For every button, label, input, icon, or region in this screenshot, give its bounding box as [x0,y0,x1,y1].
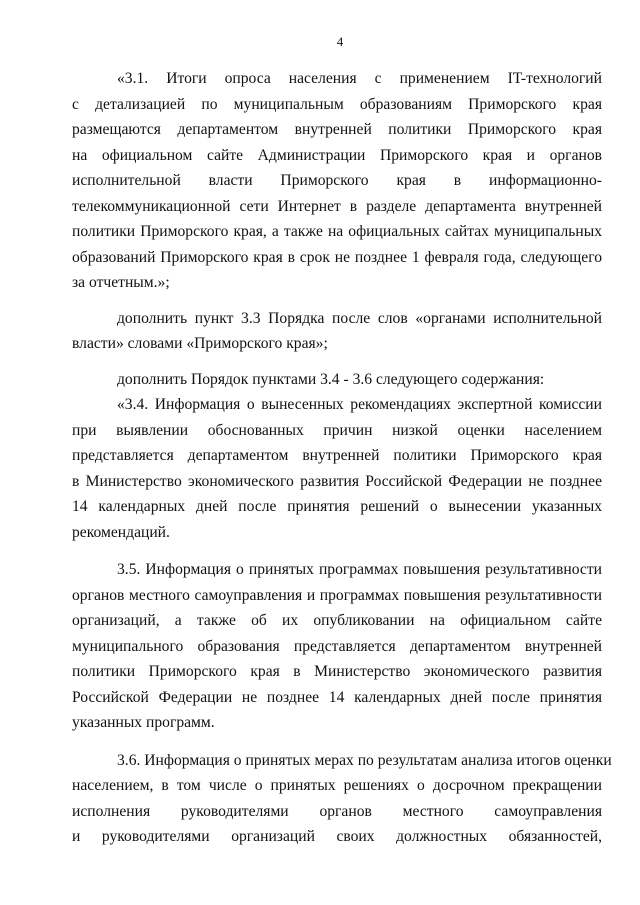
text-line: исполнения руководителями органов местного самоуправления [72,802,602,820]
text-line: населением, в том числе о принятых решениях о досрочном прекращении [72,777,602,794]
paragraph-3-5 [72,557,602,736]
paragraph-3-1 [72,66,602,296]
document-body [72,66,612,850]
text-line: «3.4. Информация о вынесенных рекомендациях экспертной комиссии [117,396,602,413]
text-line: указанных программ. [72,714,215,731]
text-line: власти» словами «Приморского края»; [72,335,328,352]
text-line: дополнить Порядок пунктами 3.4 - 3.6 следующего содержания: [117,370,545,388]
paragraph-add-points [72,367,602,393]
text-line: дополнить пункт 3.3 Порядка после слов «органами исполнительной [117,309,602,327]
text-line: за отчетным.»; [72,274,170,291]
text-line: и руководителями организаций своих должностных обязанностей, [72,828,602,845]
text-line: на официальном сайте Администрации Приморского края и органов [72,146,602,164]
text-line: рекомендаций. [72,523,170,541]
paragraph-amend-3-3 [72,306,602,357]
text-line: 3.5. Информация о принятых программах повышения результативности [117,561,602,578]
text-line: размещаются департаментом внутренней политики Приморского края [72,121,602,138]
text-line: Российской Федерации не позднее 14 календарных дней после принятия [72,688,602,706]
text-line: с детализацией по муниципальным образованиям Приморского края [72,95,602,113]
text-line: исполнительной власти Приморского края в информационно- [72,172,602,189]
page-number: 4 [336,34,344,49]
text-line: органов местного самоуправления и программах повышения результативности [72,586,602,604]
text-line: «3.1. Итоги опроса населения с применением IT-технологий [117,70,602,87]
text-line: в Министерство экономического развития Российской Федерации не позднее [72,472,602,490]
text-line: муниципального образования представляется департаментом внутренней [72,637,602,655]
paragraph-3-6 [72,748,612,850]
text-line: при выявлении обоснованных причин низкой оценки населением [72,421,602,439]
text-line: представляется департаментом внутренней политики Приморского края [72,447,602,464]
text-line: 3.6. Информация о принятых мерах по результатам анализа итогов оценки [117,751,612,769]
paragraph-3-4 [72,392,602,545]
text-line: организаций, а также об их опубликовании на официальном сайте [72,612,602,629]
text-line: политики Приморского края в Министерство экономического развития [72,663,602,680]
text-line: политики Приморского края, а также на официальных сайтах муниципальных [72,223,602,240]
text-line: 14 календарных дней после принятия решений о вынесении указанных [72,498,602,515]
text-line: образований Приморского края в срок не позднее 1 февраля года, следующего [72,248,602,266]
text-line: телекоммуникационной сети Интернет в разделе департамента внутренней [72,197,602,215]
